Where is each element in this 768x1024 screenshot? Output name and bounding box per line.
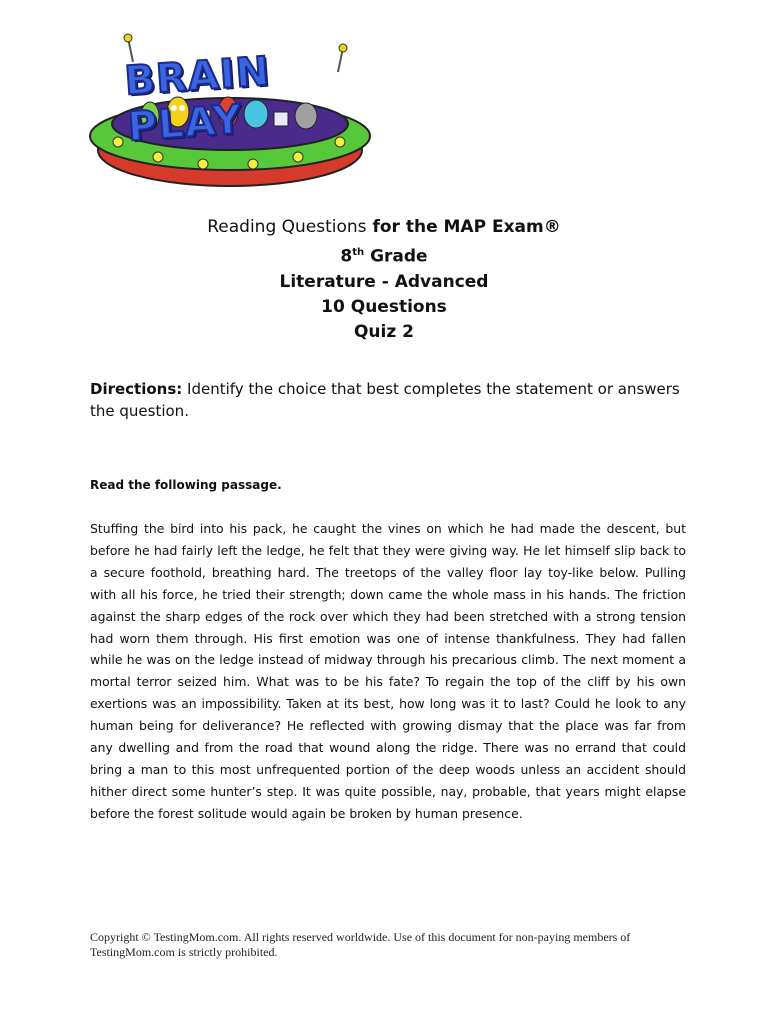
grade-number: 8 [340,246,353,267]
title-grade [0,240,768,270]
title-map-exam: for the MAP Exam® [366,217,561,237]
document-title [0,215,768,345]
title-reading-questions: Reading Questions [207,217,367,237]
passage-heading: Read the following passage. [90,478,282,492]
grade-suffix: th [352,247,365,258]
title-subject: Literature - Advanced [279,271,489,292]
directions [90,378,680,422]
logo-wordmark: BRAIN PLAY [123,48,272,151]
directions-text: Identify the choice that best completes the statement or answers the question. [90,380,680,420]
grade-word: Grade [364,246,428,267]
directions-label: Directions: [90,380,183,398]
title-quiz: Quiz 2 [353,321,415,342]
copyright-notice: Copyright © TestingMom.com. All rights reserved worldwide. Use of this document for non-paying members of TestingMom.com is strictly prohibited. [90,930,631,959]
title-question-count: 10 Questions [321,296,447,317]
title-line-1 [0,215,768,240]
reading-passage: Stuffing the bird into his pack, he caught the vines on which he had made the descent, but before he had fairly left the ledge, he felt that they were giving way. He let himself slip back to a secure foothold, breathing hard. The treetops of the valley floor lay toy-like below. Pulling with all his force, he tried their strength; down came the whole mass in his hands. The friction against the sharp edges of the rock over which they had been stretched with a strong tension had worn them through. His first emotion was one of intense thankfulness. They had fallen while he was on the ledge instead of midway through his precarious climb. The next moment a mortal terror seized him. What was to be his fate? To regain the top of the cliff by his own exertions was an impossibility. Taken at its best, how long was it to last? Could he look to any human being for deliverance? He reflected with growing dismay that the place was far from any dwelling and from the road that wound along the ridge. There was no errand that could bring a man to this most unfrequented portion of the deep woods unless an accident should hither direct some hunter’s step. It was quite possible, nay, probable, that years might elapse before the forest solitude would again be broken by human presence. [90,521,686,821]
brain-play-logo [88,32,373,194]
